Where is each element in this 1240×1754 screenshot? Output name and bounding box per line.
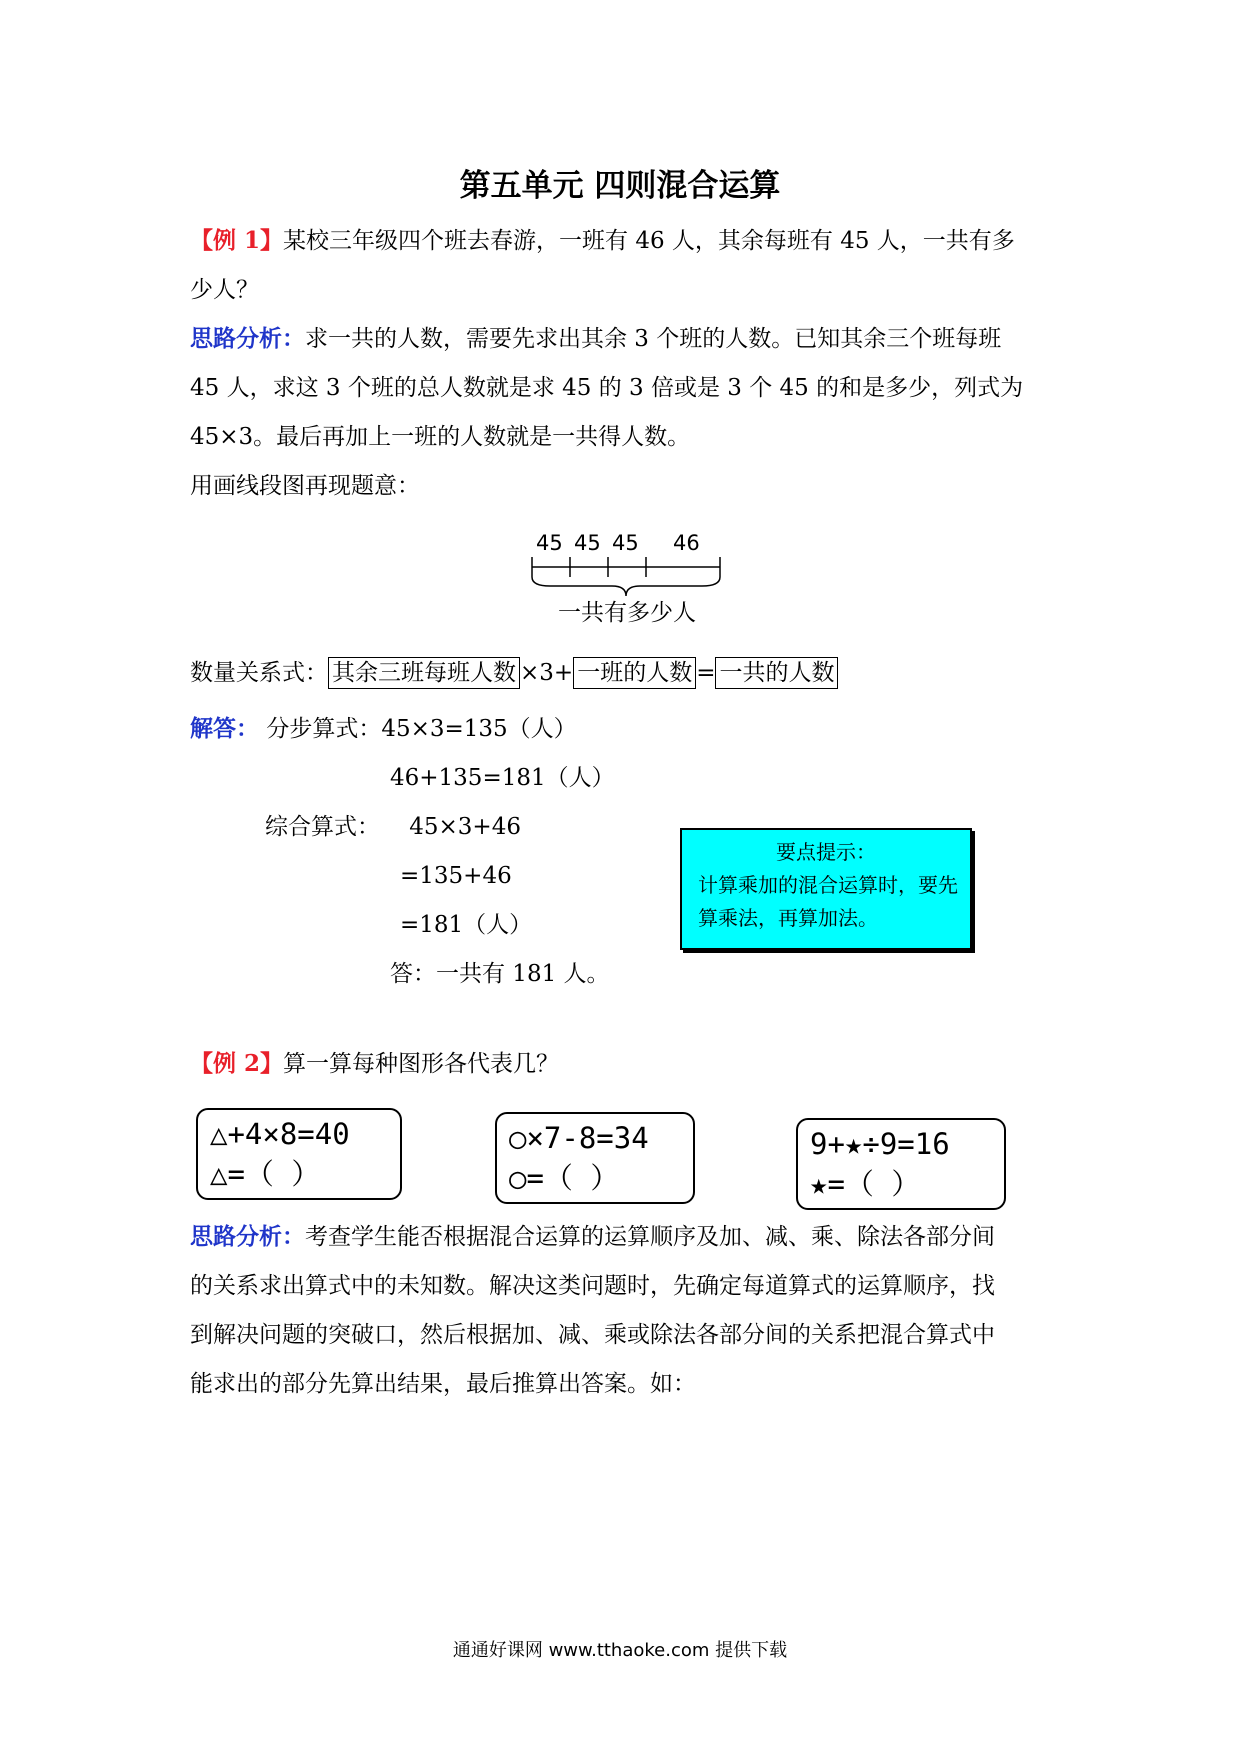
relation-box-other-classes: 其余三班每班人数 bbox=[328, 657, 520, 689]
key-point-tip-box bbox=[680, 828, 972, 950]
relation-box-total: 一共的人数 bbox=[715, 657, 838, 689]
quantity-relation bbox=[190, 656, 838, 690]
combined-3: =181（人） bbox=[400, 912, 533, 938]
ex2-analysis-tag: 思路分析： bbox=[190, 1223, 305, 1250]
ex2-analysis-line2: 的关系求出算式中的未知数。解决这类问题时，先确定每道算式的运算顺序，找 bbox=[190, 1273, 995, 1299]
ex1-analysis-line1 bbox=[190, 315, 1001, 363]
combined-line1 bbox=[265, 803, 521, 851]
ex1-analysis-text1: 求一共的人数，需要先求出其余 3 个班的人数。已知其余三个班每班 bbox=[305, 326, 1002, 352]
ex2-analysis-line4: 能求出的部分先算出结果，最后推算出答案。如： bbox=[190, 1371, 696, 1397]
page-title: 第五单元 四则混合运算 bbox=[459, 168, 781, 204]
combined-1: 45×3+46 bbox=[409, 814, 521, 840]
footer-credit: 通通好课网 www.tthaoke.com 提供下载 bbox=[452, 1640, 788, 1661]
triangle-answer: △=（ ） bbox=[210, 1157, 321, 1191]
tip-title: 要点提示： bbox=[776, 840, 876, 864]
combined-label: 综合算式： bbox=[265, 814, 380, 840]
ex1-question-line2: 少人？ bbox=[190, 277, 259, 303]
step-label: 分步算式： bbox=[266, 716, 382, 742]
ex2-question-text: 算一算每种图形各代表几？ bbox=[283, 1051, 560, 1077]
ex1-analysis-line3: 45×3。最后再加上一班的人数就是一共得人数。 bbox=[190, 424, 691, 450]
star-answer: ★=（ ） bbox=[810, 1167, 921, 1201]
ex2-analysis-line1 bbox=[190, 1213, 995, 1261]
shape-equation-star bbox=[796, 1118, 1006, 1210]
relation-op-2: = bbox=[696, 660, 716, 686]
answer-tag: 解答： bbox=[190, 715, 259, 742]
star-equation: 9+★÷9=16 bbox=[810, 1127, 950, 1161]
triangle-equation: △+4×8=40 bbox=[210, 1117, 350, 1151]
relation-box-class-one: 一班的人数 bbox=[573, 657, 696, 689]
ex1-question-line1 bbox=[190, 217, 1015, 265]
ex2-tag: 【例 2】 bbox=[190, 1050, 284, 1077]
shape-equation-triangle bbox=[196, 1108, 402, 1200]
circle-equation: ○×7-8=34 bbox=[509, 1121, 649, 1155]
diagram-total-label: 一共有多少人 bbox=[558, 600, 696, 626]
diagram-brace bbox=[532, 577, 720, 596]
relation-op-1: ×3+ bbox=[520, 660, 574, 686]
step-1: 45×3=135（人） bbox=[381, 716, 577, 742]
shape-equation-circle bbox=[495, 1112, 695, 1204]
ex2-analysis-line3: 到解决问题的突破口，然后根据加、减、乘或除法各部分间的关系把混合算式中 bbox=[190, 1322, 995, 1348]
final-answer: 答：一共有 181 人。 bbox=[390, 961, 610, 987]
circle-answer: ○=（ ） bbox=[509, 1161, 620, 1195]
diagram-label-1: 45 bbox=[536, 531, 563, 555]
line-segment-diagram bbox=[520, 520, 740, 630]
ex1-analysis-line2: 45 人，求这 3 个班的总人数就是求 45 的 3 倍或是 3 个 45 的和是多少，列式为 bbox=[190, 375, 1024, 401]
relation-label: 数量关系式： bbox=[190, 660, 328, 686]
ex1-tag: 【例 1】 bbox=[190, 227, 284, 254]
step-2: 46+135=181（人） bbox=[390, 765, 615, 791]
ex1-draw-intro: 用画线段图再现题意： bbox=[190, 473, 420, 499]
answer-line1 bbox=[190, 705, 577, 753]
ex1-question-text: 某校三年级四个班去春游，一班有 46 人，其余每班有 45 人，一共有多 bbox=[283, 228, 1015, 254]
ex2-question bbox=[190, 1040, 559, 1088]
ex1-analysis-tag: 思路分析： bbox=[190, 325, 305, 352]
tip-body: 计算乘加的混合运算时，要先算乘法，再算加法。 bbox=[698, 873, 958, 930]
ex2-analysis-text1: 考查学生能否根据混合运算的运算顺序及加、减、乘、除法各部分间 bbox=[305, 1224, 995, 1250]
diagram-label-3: 45 bbox=[612, 531, 639, 555]
diagram-label-2: 45 bbox=[574, 531, 601, 555]
diagram-label-4: 46 bbox=[673, 531, 700, 555]
combined-2: =135+46 bbox=[400, 863, 512, 889]
